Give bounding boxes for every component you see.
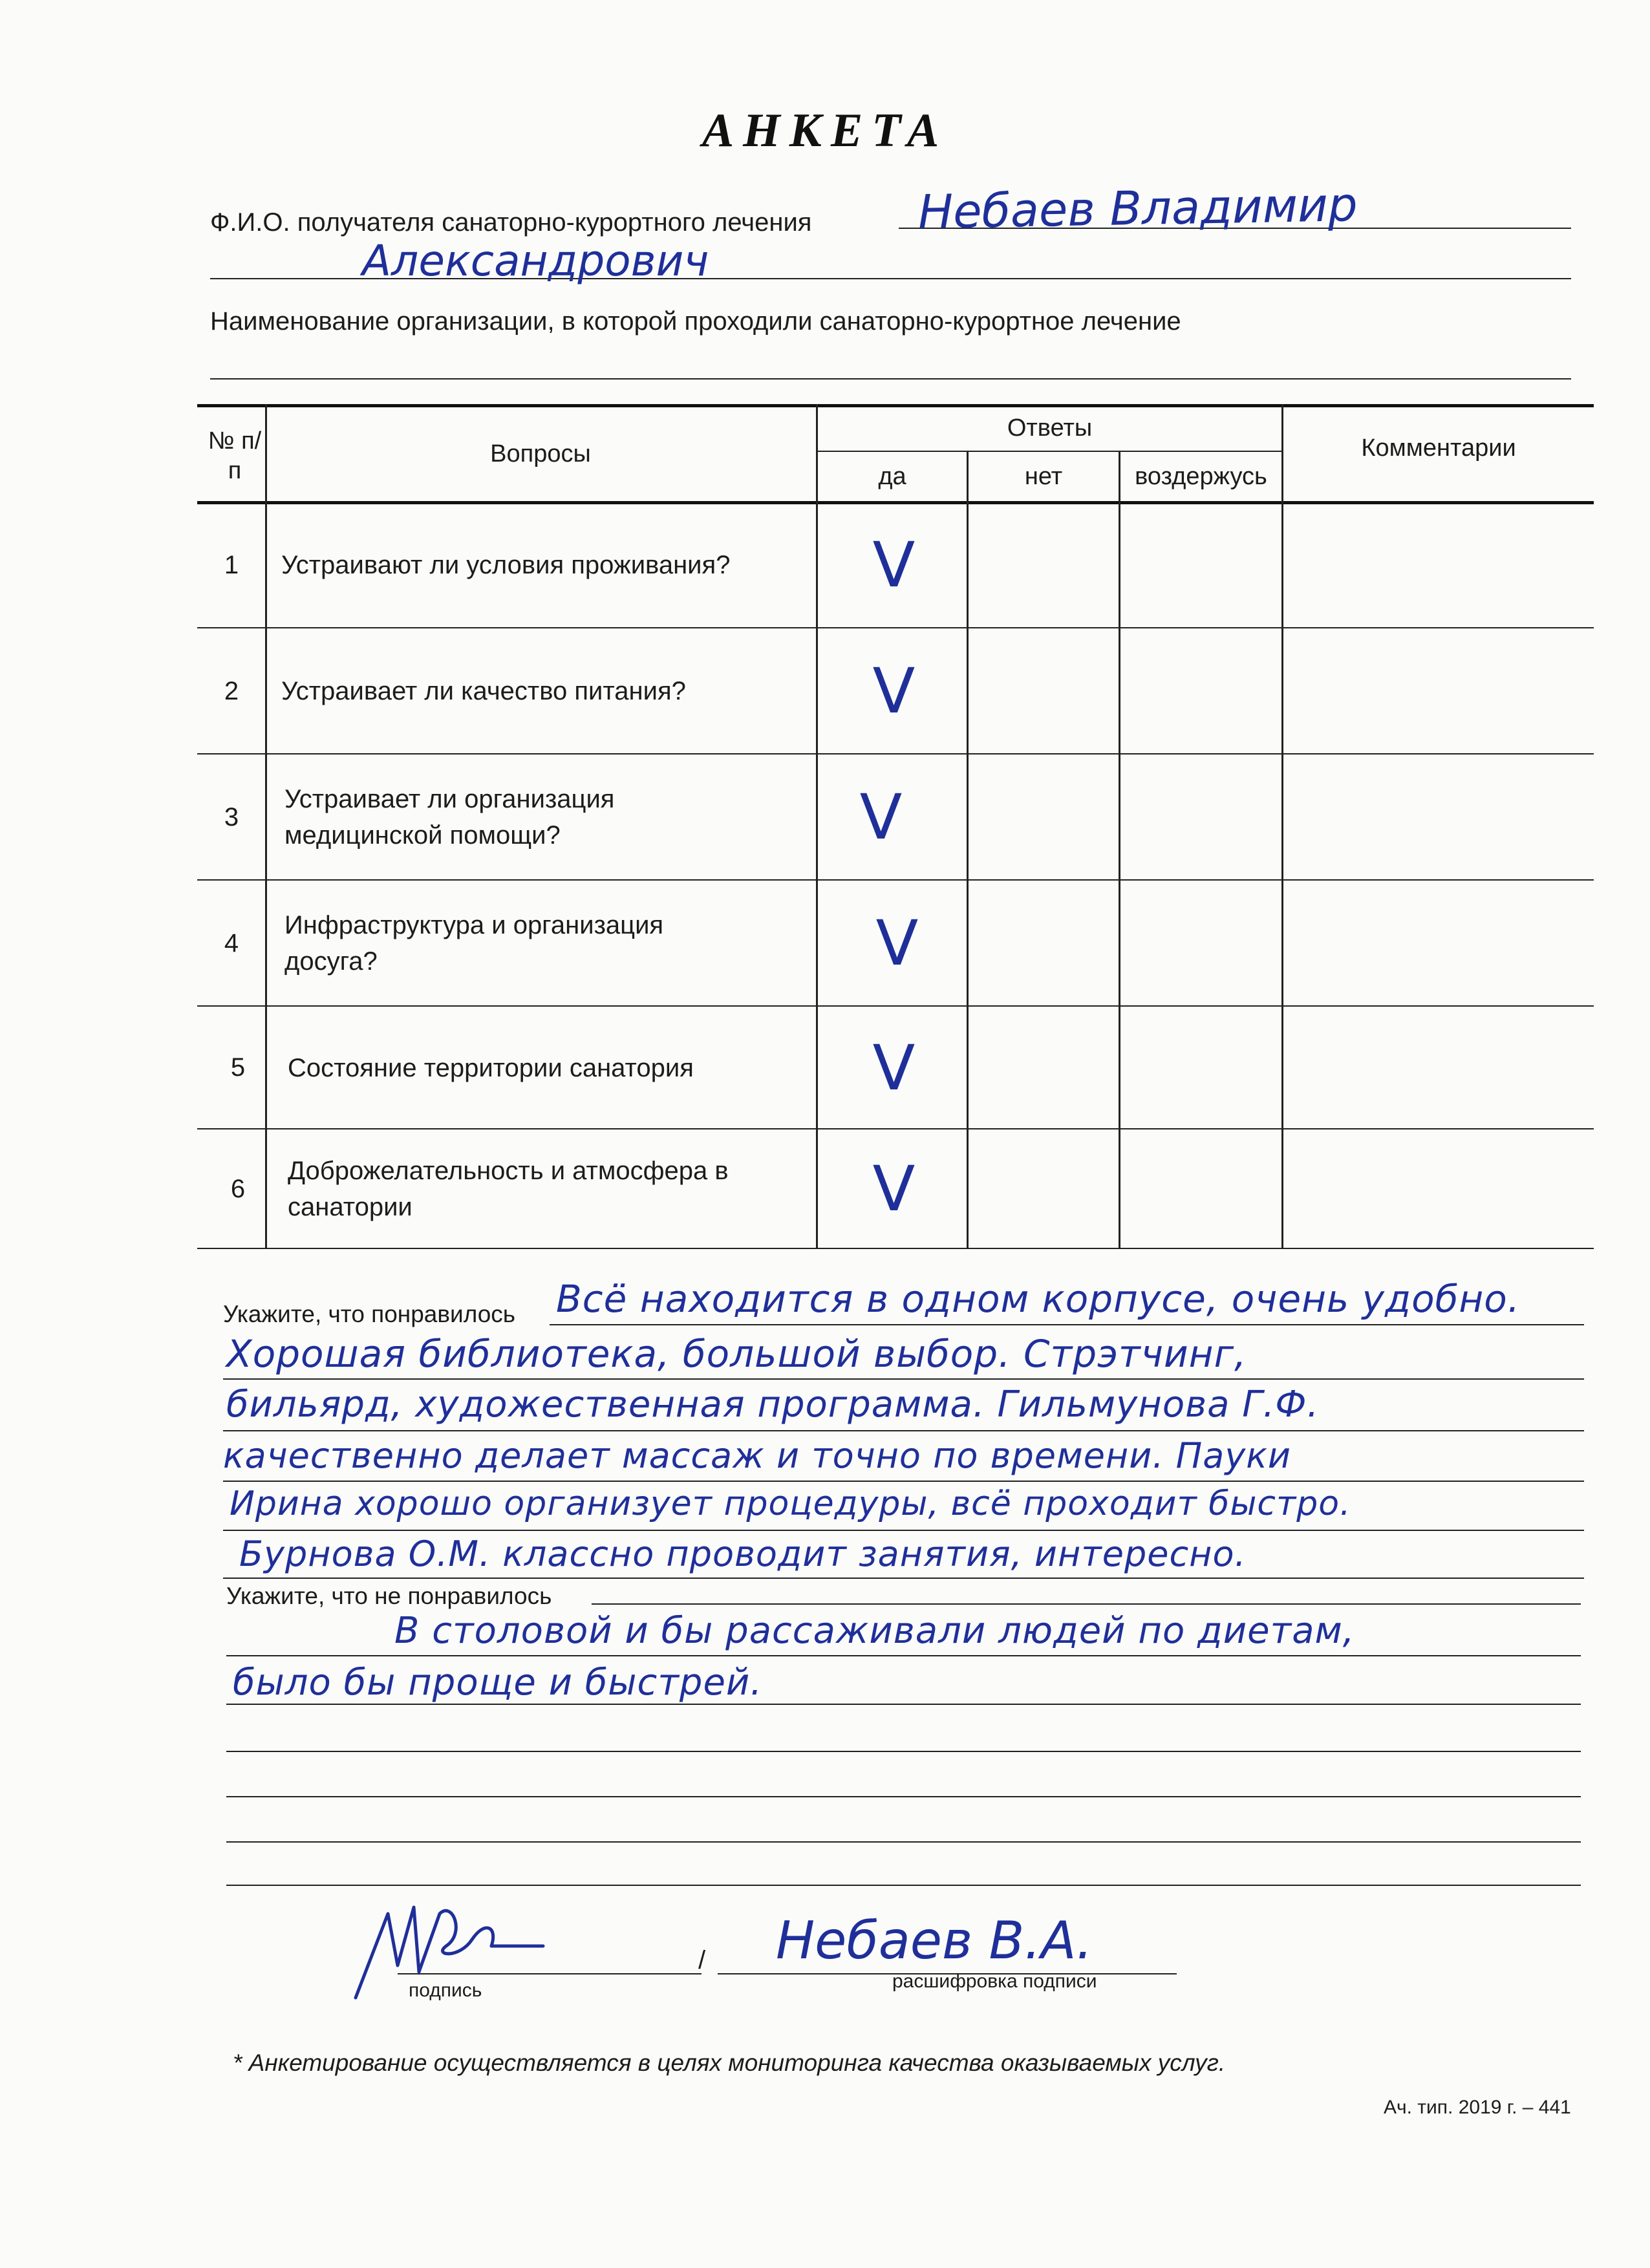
row-divider bbox=[197, 753, 1594, 754]
row-5-question: Состояние территории санатория bbox=[288, 1053, 694, 1082]
liked-line bbox=[550, 1324, 1584, 1325]
col-divider bbox=[1119, 451, 1120, 1248]
row-3-num: 3 bbox=[224, 802, 239, 831]
header-yes: да bbox=[878, 462, 906, 490]
row-1-checkmark-yes: V bbox=[872, 529, 916, 601]
liked-handwritten: бильярд, художественная программа. Гильмунова Г.Ф. bbox=[226, 1384, 1320, 1426]
organization-line bbox=[210, 378, 1571, 380]
header-answers: Ответы bbox=[1007, 414, 1093, 442]
liked-handwritten: качественно делает массаж и точно по времени. Пауки bbox=[223, 1435, 1292, 1476]
disliked-line bbox=[226, 1655, 1581, 1656]
row-3-checkmark-yes: V bbox=[859, 781, 903, 853]
row-divider bbox=[197, 879, 1594, 881]
liked-line bbox=[223, 1578, 1584, 1579]
organization-label: Наименование организации, в которой проходили санаторно-курортное лечение bbox=[210, 307, 1181, 336]
disliked-handwritten: В столовой и бы рассаживали людей по диетам, bbox=[394, 1610, 1355, 1652]
row-5-checkmark-yes: V bbox=[872, 1031, 916, 1104]
liked-line bbox=[223, 1430, 1584, 1431]
header-abstain: воздержусь bbox=[1135, 462, 1267, 490]
row-1-num: 1 bbox=[224, 550, 239, 579]
row-3-question: Устраивает ли организация медицинской помощи? bbox=[284, 785, 615, 850]
fio-label: Ф.И.О. получателя санаторно-курортного лечения bbox=[210, 208, 812, 237]
row-5-num: 5 bbox=[230, 1053, 246, 1082]
footnote: * Анкетирование осуществляется в целях мониторинга качества оказываемых услуг. bbox=[233, 2049, 1226, 2076]
row-2-question: Устраивает ли качество питания? bbox=[281, 677, 686, 705]
disliked-line bbox=[226, 1841, 1581, 1843]
disliked-handwritten: было бы проще и быстрей. bbox=[233, 1662, 763, 1704]
header-no: нет bbox=[1024, 462, 1063, 490]
table-bottom-border bbox=[197, 1248, 1594, 1249]
liked-handwritten: Бурнова О.М. классно проводит занятия, интересно. bbox=[239, 1534, 1247, 1574]
row-divider bbox=[197, 1128, 1594, 1129]
row-2-num: 2 bbox=[224, 676, 239, 705]
row-1-question: Устраивают ли условия проживания? bbox=[281, 551, 731, 579]
liked-line bbox=[223, 1530, 1584, 1531]
signature-separator: / bbox=[698, 1946, 706, 1974]
fio-handwritten-2: Александрович bbox=[362, 236, 709, 286]
answers-subheader-line bbox=[816, 451, 1281, 452]
row-4-question: Инфраструктура и организация досуга? bbox=[284, 911, 664, 976]
row-divider bbox=[197, 1005, 1594, 1007]
row-4-checkmark-yes: V bbox=[875, 907, 919, 979]
header-questions: Вопросы bbox=[490, 440, 591, 467]
liked-handwritten: Ирина хорошо организует процедуры, всё проходит быстро. bbox=[230, 1484, 1351, 1523]
fio-handwritten-1: Небаев Владимир bbox=[917, 177, 1358, 239]
liked-label: Укажите, что понравилось bbox=[223, 1301, 516, 1327]
liked-handwritten: Всё находится в одном корпусе, очень удобно. bbox=[556, 1277, 1521, 1321]
page-title: АНКЕТА bbox=[702, 104, 948, 157]
row-4-num: 4 bbox=[224, 928, 239, 957]
row-2-checkmark-yes: V bbox=[872, 655, 916, 727]
disliked-line bbox=[226, 1751, 1581, 1752]
col-divider bbox=[967, 451, 969, 1248]
header-comments: Комментарии bbox=[1361, 434, 1516, 462]
caption-signature: подпись bbox=[409, 1980, 482, 2001]
disliked-line bbox=[226, 1704, 1581, 1705]
liked-line bbox=[223, 1378, 1584, 1380]
disliked-line bbox=[226, 1796, 1581, 1797]
signature-name-handwritten: Небаев В.А. bbox=[776, 1910, 1093, 1971]
liked-line bbox=[223, 1481, 1584, 1482]
print-code: Ач. тип. 2019 г. – 441 bbox=[1384, 2097, 1571, 2118]
caption-signature-decode: расшифровка подписи bbox=[892, 1971, 1097, 1992]
disliked-line bbox=[592, 1603, 1581, 1605]
row-6-checkmark-yes: V bbox=[872, 1153, 916, 1225]
col-divider bbox=[1281, 404, 1283, 1248]
liked-handwritten: Хорошая библиотека, большой выбор. Стрэтчинг, bbox=[226, 1332, 1247, 1376]
row-6-question: Доброжелательность и атмосфера в санатории bbox=[288, 1157, 729, 1221]
row-6-num: 6 bbox=[230, 1174, 246, 1203]
disliked-label: Укажите, что не понравилось bbox=[226, 1583, 552, 1609]
header-num: № п/п bbox=[208, 427, 262, 484]
disliked-line bbox=[226, 1885, 1581, 1886]
row-divider bbox=[197, 627, 1594, 628]
